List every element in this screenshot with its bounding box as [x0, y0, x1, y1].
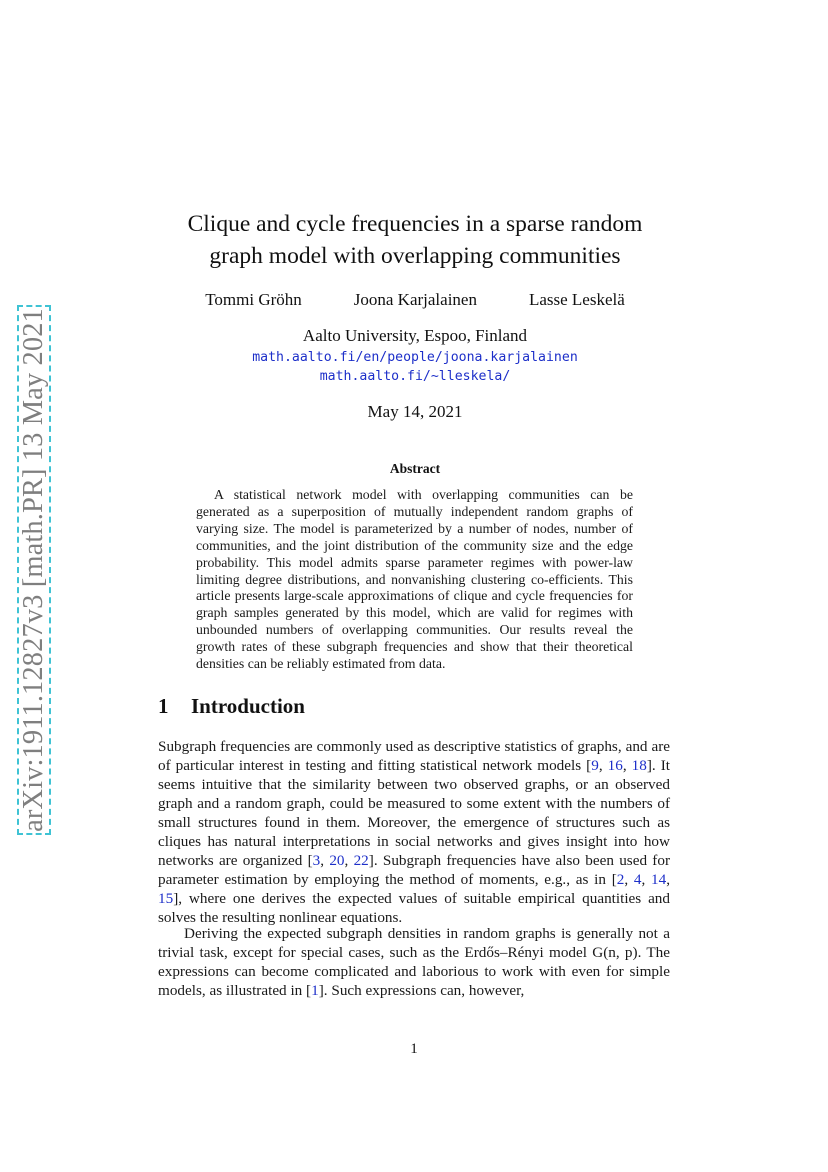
page-number: 1 [410, 1041, 418, 1057]
affiliation-block [160, 324, 670, 386]
author-name: Joona Karjalainen [353, 290, 477, 309]
paragraph-text: ]. Subgraph frequencies have also been used for parameter estimation by employing the method of moments, e.g., as in [ [158, 852, 671, 888]
citation-link[interactable]: 15 [158, 890, 174, 907]
arxiv-identifier[interactable]: arXiv:1911.12827v3 [math.PR] 13 May 2021 [18, 308, 49, 832]
citation-link[interactable]: 16 [607, 757, 623, 774]
author-name: Lasse Leskelä [528, 290, 625, 309]
paragraph-text: Deriving the expected subgraph densities in random graphs is generally not a trivial task, except for special cases, such as the Erdős–Rényi model G(n, p). The expressions can become complicated and laborious to work with even for simple models, as illustrated in [ [158, 925, 670, 999]
citation-link[interactable]: 1 [311, 982, 319, 999]
paragraph-text: , [641, 871, 652, 888]
citation-link[interactable]: 2 [616, 871, 625, 888]
author-url-link[interactable]: math.aalto.fi/en/people/joona.karjalainen [252, 350, 578, 365]
paragraph-text: , [344, 852, 354, 869]
abstract-heading: Abstract [389, 461, 441, 476]
citation-link[interactable]: 18 [631, 757, 647, 774]
affiliation: Aalto University, Espoo, Finland [302, 326, 528, 345]
section-heading [158, 694, 305, 719]
paragraph-text: ]. It seems intuitive that the similarity between two observed graphs, or an observed graph and a random graph, could be measured to some extent with the numbers of small structures found in them. Moreover, the emergence of structures such as cliques has natural interpretations in social networks and gives insight into how networks are organized [ [158, 757, 671, 869]
citation-link[interactable]: 3 [312, 852, 321, 869]
paragraph-text: , [622, 757, 632, 774]
paragraph-text: ]. Such expressions can, however, [318, 982, 525, 999]
abstract-text: A statistical network model with overlapping communities can be generated as a superposition of mutually independent random graphs of varying size. The model is parameterized by a number of nodes, number of communities, and the joint distribution of the community size and the edge probability. This model admits sparse parameter regimes with power-law limiting degree distributions, and nonvanishing clustering co-efficients. This article presents large-scale approximations of clique and cycle frequencies for graph samples generated by this model, which are valid for regimes with unbounded numbers of overlapping communities. Our results reveal the growth rates of these subgraph frequencies and show that their theoretical densities can be reliably estimated from data. [196, 487, 633, 672]
citation-link[interactable]: 20 [329, 852, 345, 869]
paper-title [160, 208, 670, 272]
paragraph-text: , [624, 871, 634, 888]
author-name: Tommi Gröhn [205, 290, 302, 309]
section-title: Introduction [191, 694, 305, 718]
title-line-1: Clique and cycle frequencies in a sparse random [187, 211, 643, 237]
publication-date: May 14, 2021 [367, 402, 463, 421]
body-paragraph [158, 924, 670, 1000]
section-number: 1 [158, 694, 169, 718]
title-line-2: graph model with overlapping communities [209, 243, 621, 269]
body-paragraph [158, 737, 670, 927]
citation-link[interactable]: 9 [591, 757, 599, 774]
paragraph-text: , [320, 852, 330, 869]
author-list [160, 290, 670, 310]
author-url-link[interactable]: math.aalto.fi/~lleskela/ [319, 369, 511, 384]
paragraph-text: ], where one derives the expected values of suitable empirical quantities and solves the resulting nonlinear equations. [158, 890, 670, 926]
citation-link[interactable]: 14 [651, 871, 667, 888]
citation-link[interactable]: 22 [353, 852, 369, 869]
paragraph-text: Subgraph frequencies are commonly used as descriptive statistics of graphs, and are of particular interest in testing and fitting statistical network models [ [158, 738, 670, 774]
paragraph-text: , [598, 757, 608, 774]
paragraph-text: , [666, 871, 671, 888]
citation-link[interactable]: 4 [633, 871, 642, 888]
